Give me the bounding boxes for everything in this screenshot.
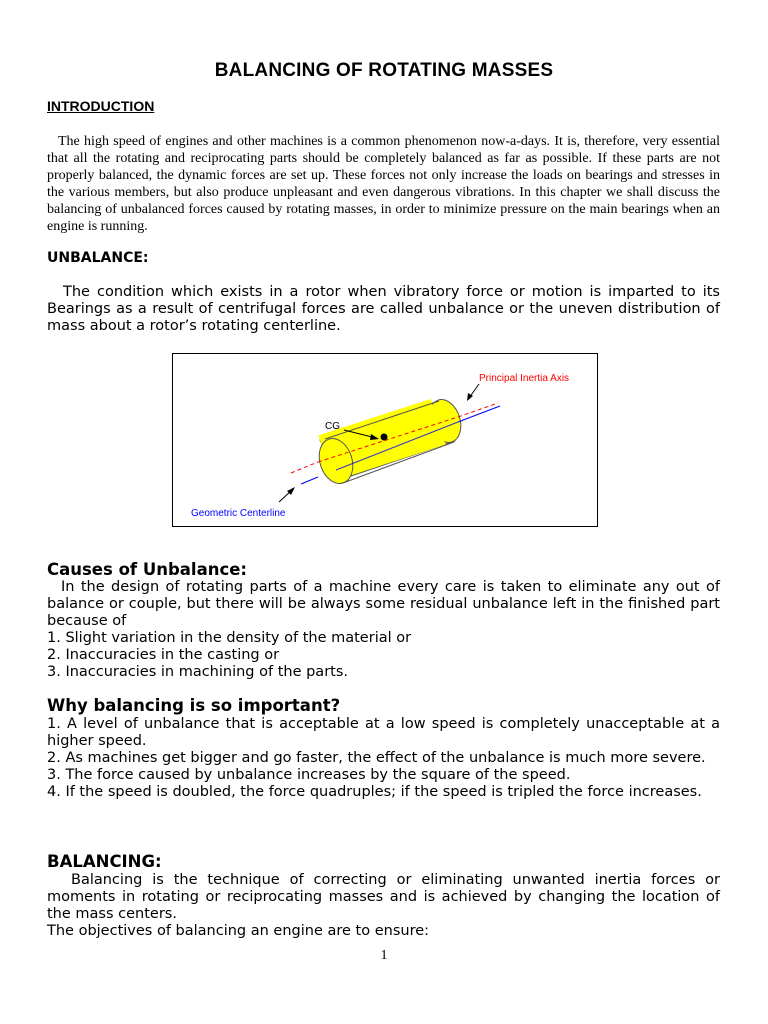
cg-point	[381, 434, 388, 441]
balancing-paragraph: Balancing is the technique of correcting or eliminating unwanted inertia forces or moments in rotating or reciprocating masses and is achieved by changing the location of the mass centers.	[47, 872, 720, 922]
rotor-diagram	[173, 354, 597, 526]
unbalance-paragraph: The condition which exists in a rotor when vibratory force or motion is imparted to its Bearings as a result of centrifugal forces are called unbalance or the uneven distribution of mass about a rotor’s rotating centerline.	[47, 284, 720, 334]
cg-label: CG	[325, 421, 340, 432]
geometric-centerline-left	[301, 477, 318, 484]
page-number: 1	[380, 948, 388, 963]
list-item: 3. The force caused by unbalance increases by the square of the speed.	[47, 767, 571, 783]
balancing-heading: BALANCING:	[47, 852, 162, 871]
list-item: 4. If the speed is doubled, the force quadruples; if the speed is tripled the force increases.	[47, 784, 702, 800]
list-item: 2. As machines get bigger and go faster, the effect of the unbalance is much more severe.	[47, 750, 706, 766]
geometric-centerline-label: Geometric Centerline	[191, 508, 286, 519]
causes-list	[47, 630, 720, 681]
list-item: 1. A level of unbalance that is acceptable at a low speed is completely unacceptable at a higher speed.	[47, 716, 720, 749]
why-heading: Why balancing is so important?	[47, 696, 341, 715]
document-title: BALANCING OF ROTATING MASSES	[214, 60, 554, 81]
list-item: 1. Slight variation in the density of the material or	[47, 630, 412, 646]
list-item: 3. Inaccuracies in machining of the parts.	[47, 664, 349, 680]
causes-paragraph: In the design of rotating parts of a machine every care is taken to eliminate any out of balance or couple, but there will be always some residual unbalance left in the finished part because of	[47, 579, 720, 629]
geometric-centerline-right	[458, 406, 500, 422]
introduction-heading: INTRODUCTION	[47, 98, 155, 114]
principal-axis-left	[291, 462, 318, 473]
why-list	[47, 716, 720, 801]
introduction-paragraph: The high speed of engines and other machines is a common phenomenon now-a-days. It is, therefore, very essential that all the rotating and reciprocating parts should be completely balanced as far as possible. If these parts are not properly balanced, the dynamic forces are set up. These forces not only increase the loads on bearings and stresses in the various members, but also produce unpleasant and even dangerous vibrations. In this chapter we shall discuss the balancing of unbalanced forces caused by rotating masses, in order to minimize pressure on the main bearings when an engine is running.	[47, 134, 720, 234]
causes-heading: Causes of Unbalance:	[47, 560, 248, 579]
principal-axis-label: Principal Inertia Axis	[479, 373, 570, 384]
unbalance-heading: UNBALANCE:	[47, 250, 149, 266]
rotor-unbalance-figure	[172, 353, 598, 527]
balancing-objectives-intro: The objectives of balancing an engine are to ensure:	[47, 923, 430, 939]
list-item: 2. Inaccuracies in the casting or	[47, 647, 280, 663]
